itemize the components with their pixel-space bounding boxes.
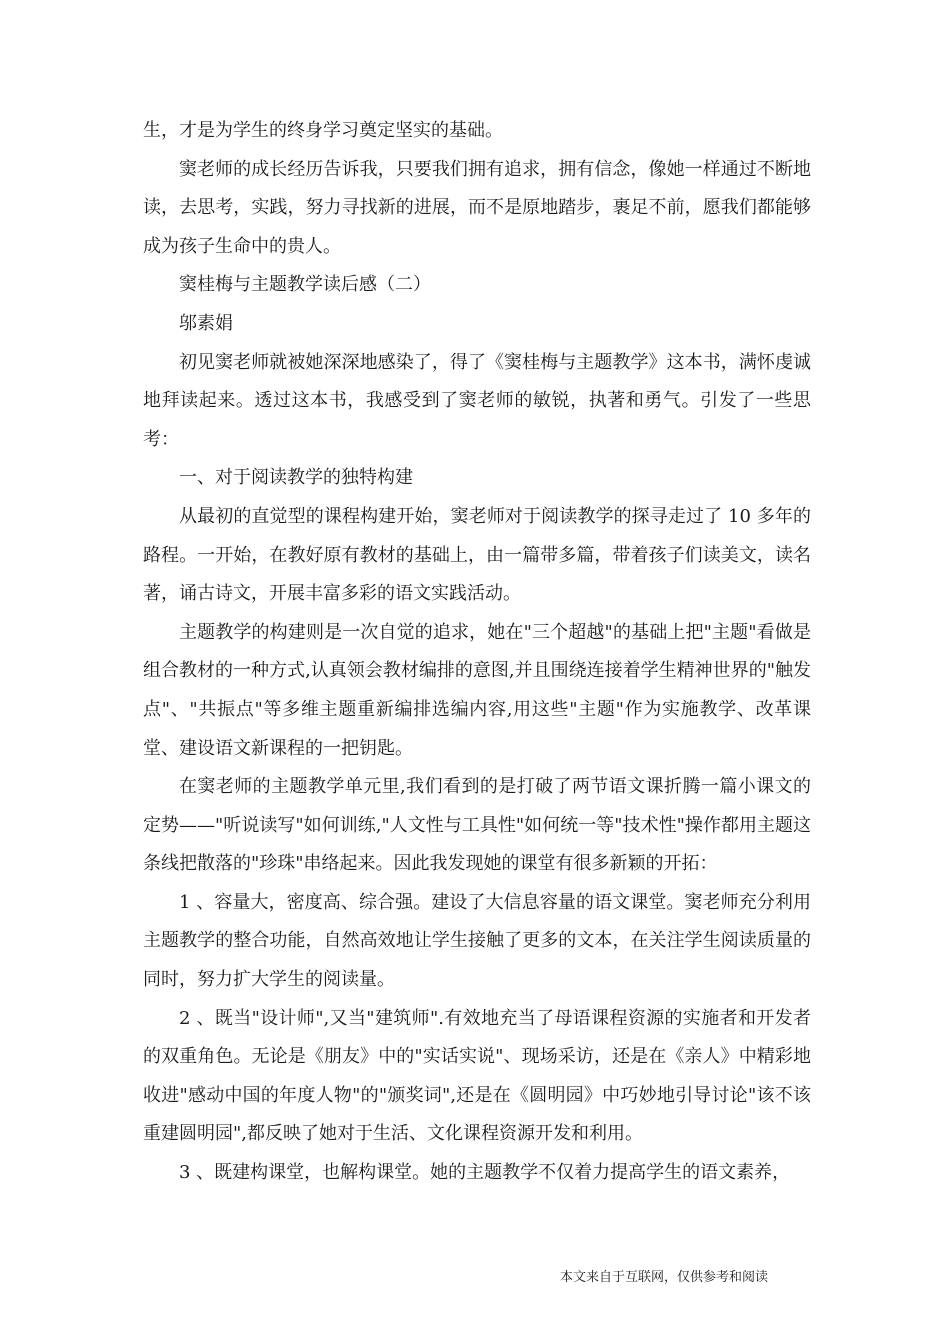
paragraph-theme-teaching: 主题教学的构建则是一次自觉的追求，她在"三个超越"的基础上把"主题"看做是组合教材的一种方式,认真领会教材编排的意图,并且围绕连接着学生精神世界的"触发点"、"共振点"等多维主题重新编排选编内容,用这些"主题"作为实施教学、改革课堂、建设语文新课程的一把钥匙。 [143,621,811,759]
author-name: 邬素娟 [179,312,233,334]
list-item-1: 1 、容量大，密度高、综合强。建设了大信息容量的语文课堂。窦老师充分利用主题教学的整合功能，自然高效地让学生接触了更多的文本，在关注学生阅读质量的同时，努力扩大学生的阅读量。 [143,891,811,991]
document-body [143,112,811,1193]
subheading-reading-teaching: 一、对于阅读教学的独特构建 [179,467,413,489]
list-item-3: 3 、既建构课堂，也解构课堂。她的主题教学不仅着力提高学生的语文素养， [179,1162,791,1184]
section-title: 窦桂梅与主题教学读后感（二） [179,274,431,296]
list-item-2: 2 、既当"设计师",又当"建筑师".有效地充当了母语课程资源的实施者和开发者的双重角色。无论是《朋友》中的"实话实说"、现场采访，还是在《亲人》中精彩地收进"感动中国的年度人物"的"颁奖词",还是在《圆明园》中巧妙地引导讨论"该不该重建圆明园",都反映了她对于生活、文化课程资源开发和利用。 [143,1007,811,1145]
paragraph-continuation: 生，才是为学生的终身学习奠定坚实的基础。 [143,120,503,141]
paragraph-course-construction: 从最初的直觉型的课程构建开始，窦老师对于阅读教学的探寻走过了 10 多年的路程。一开始，在教好原有教材的基础上，由一篇带多篇，带着孩子们读美文，读名著，诵古诗文，开展丰富多彩的语文实践活动。 [143,505,811,605]
footer-note: 本文来自于互联网，仅供参考和阅读 [560,1270,769,1285]
paragraph-theme-unit: 在窦老师的主题教学单元里,我们看到的是打破了两节语文课折腾一篇小课文的定势——"听说读写"如何训练,"人文性与工具性"如何统一等"技术性"操作都用主题这条线把散落的"珍珠"串络起来。因此我发现她的课堂有很多新颖的开拓： [143,776,811,875]
paragraph-growth-experience: 窦老师的成长经历告诉我，只要我们拥有追求，拥有信念，像她一样通过不断地读，去思考，实践，努力寻找新的进展，而不是原地踏步，裹足不前，愿我们都能够成为孩子生命中的贵人。 [143,158,811,257]
paragraph-first-impression: 初见窦老师就被她深深地感染了，得了《窦桂梅与主题教学》这本书，满怀虔诚地拜读起来。透过这本书，我感受到了窦老师的敏锐，执著和勇气。引发了一些思考： [143,351,811,450]
